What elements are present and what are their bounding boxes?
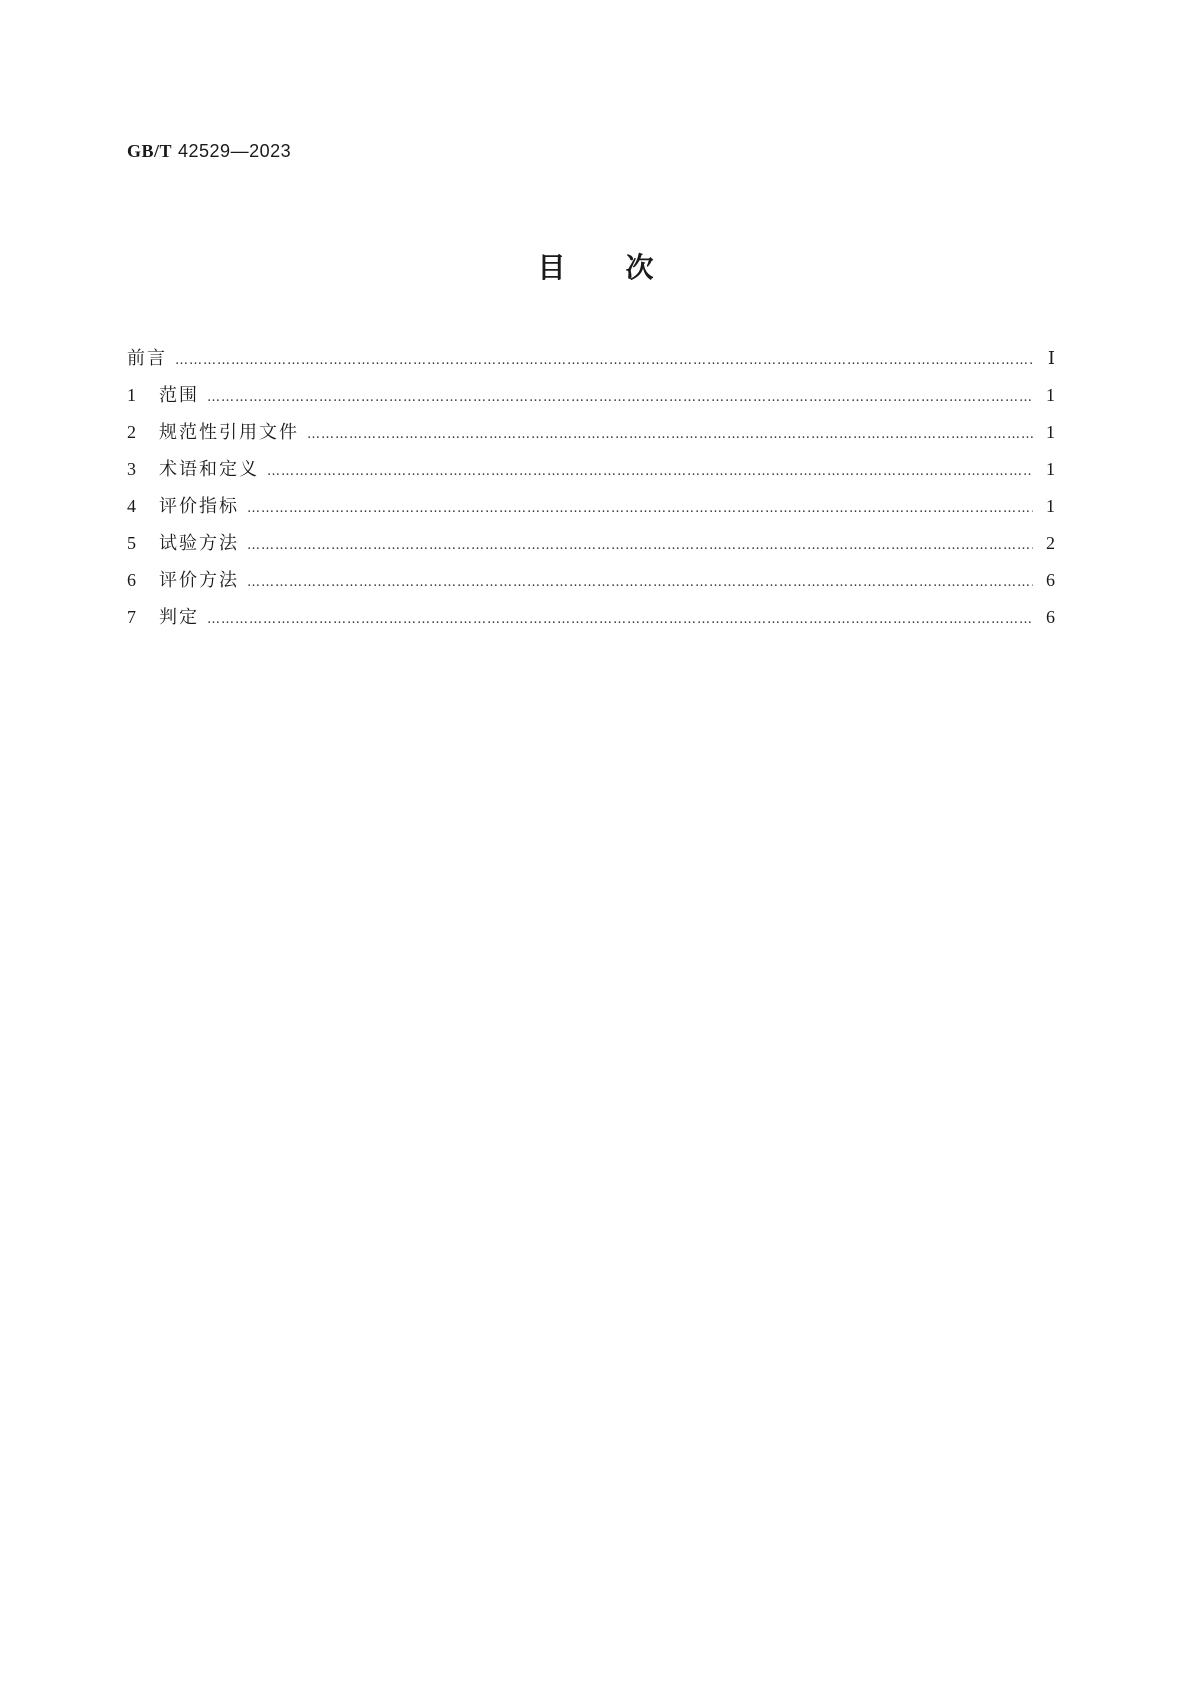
toc-title: 目次	[537, 251, 714, 284]
toc-entry-label: 评价方法	[159, 570, 239, 591]
table-of-contents	[127, 344, 1055, 640]
toc-entry-number: 1	[127, 385, 136, 405]
toc-entry-number: 3	[127, 459, 136, 479]
toc-entry-label: 规范性引用文件	[159, 422, 299, 443]
toc-entry-page: 2	[1046, 533, 1055, 553]
toc-leader-dots	[307, 427, 1033, 442]
toc-entry-label: 前言	[127, 348, 167, 369]
toc-entry-normative-references[interactable]	[127, 418, 1055, 455]
toc-entry-page: 1	[1046, 496, 1055, 516]
toc-entry-label: 判定	[159, 607, 199, 628]
toc-entry-number: 2	[127, 422, 136, 442]
toc-entry-label: 试验方法	[159, 533, 239, 554]
standard-prefix: GB/T	[127, 141, 173, 161]
standard-code	[127, 141, 291, 162]
toc-leader-dots	[207, 612, 1033, 627]
toc-leader-dots	[175, 353, 1033, 368]
toc-entry-foreword[interactable]	[127, 344, 1055, 381]
toc-entry-evaluation-indicators[interactable]	[127, 492, 1055, 529]
toc-leader-dots	[247, 538, 1033, 553]
toc-entry-scope[interactable]	[127, 381, 1055, 418]
toc-leader-dots	[247, 501, 1033, 516]
toc-entry-page: 6	[1046, 607, 1055, 627]
toc-entry-judgement[interactable]	[127, 603, 1055, 640]
toc-entry-number: 6	[127, 570, 136, 590]
toc-entry-page: 1	[1046, 459, 1055, 479]
toc-entry-label: 术语和定义	[159, 459, 259, 480]
toc-entry-test-methods[interactable]	[127, 529, 1055, 566]
toc-entry-label: 评价指标	[159, 496, 239, 517]
toc-leader-dots	[207, 390, 1033, 405]
toc-leader-dots	[267, 464, 1033, 479]
toc-entry-evaluation-methods[interactable]	[127, 566, 1055, 603]
toc-entry-page: 6	[1046, 570, 1055, 590]
toc-leader-dots	[247, 575, 1033, 590]
toc-entry-number: 4	[127, 496, 136, 516]
toc-entry-number: 7	[127, 607, 136, 627]
toc-entry-label: 范围	[159, 385, 199, 406]
standard-number: 42529—2023	[178, 141, 292, 161]
toc-entry-terms-definitions[interactable]	[127, 455, 1055, 492]
toc-entry-number: 5	[127, 533, 136, 553]
toc-entry-page: Ⅰ	[1047, 348, 1055, 368]
toc-entry-page: 1	[1046, 422, 1055, 442]
toc-entry-page: 1	[1046, 385, 1055, 405]
